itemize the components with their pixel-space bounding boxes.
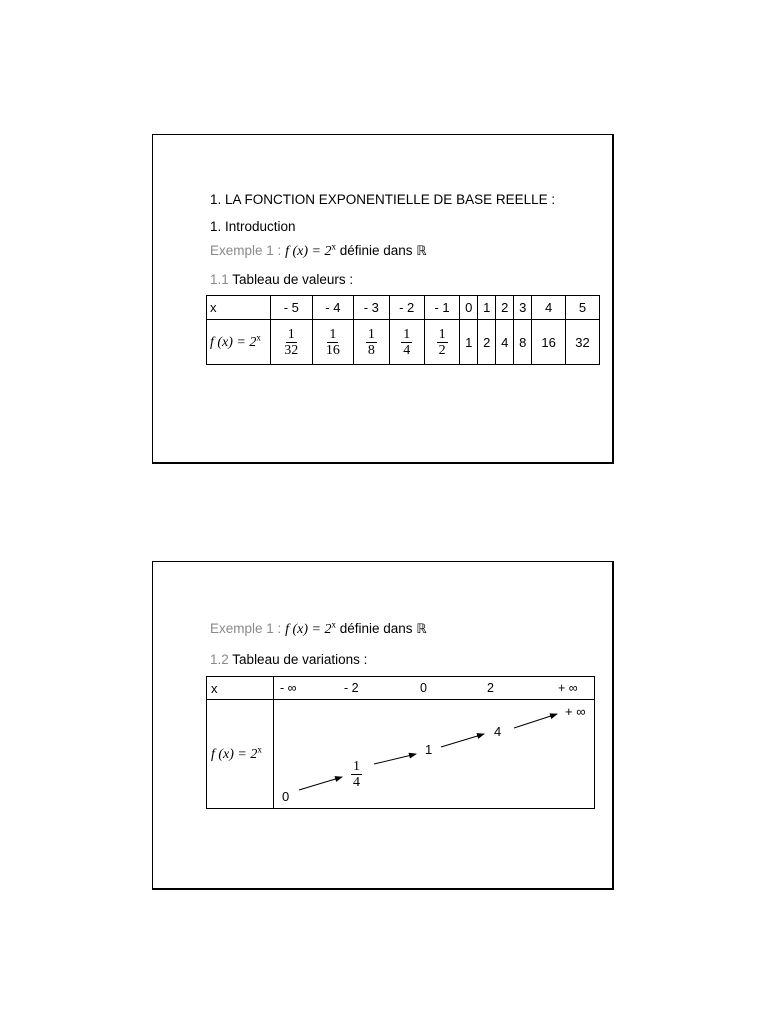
f-value: 16 [532, 320, 566, 365]
f-value: $\frac{1}{2}$ [424, 320, 459, 365]
example-line [210, 243, 427, 260]
x-value: 1 [478, 296, 496, 320]
f-value: 8 [514, 320, 532, 365]
x-header: x [207, 677, 274, 700]
f-header: f $(x) = 2^x$ [207, 700, 274, 809]
x-values-cell [274, 677, 595, 700]
x-value: - 2 [389, 296, 424, 320]
defined-text: définie dans [339, 621, 413, 636]
x-value: - 2 [344, 681, 359, 695]
x-value: 0 [420, 681, 427, 695]
f-value: $\frac{1}{32}$ [271, 320, 313, 365]
f-header: f $(x) = 2^x$ [207, 320, 271, 365]
f-value: 4 [496, 320, 514, 365]
value-four: 4 [494, 724, 502, 739]
f-row [207, 700, 595, 809]
subsection-title: Tableau de valeurs : [232, 272, 354, 287]
x-value: 0 [460, 296, 478, 320]
x-minus-infinity: - ∞ [280, 681, 297, 695]
limit-value-end: + ∞ [565, 704, 586, 719]
real-numbers-symbol: ℝ [416, 622, 427, 637]
x-value: 2 [496, 296, 514, 320]
value-one: 1 [425, 742, 433, 757]
example-label: Exemple 1 : [210, 243, 282, 258]
x-value: 4 [532, 296, 566, 320]
f-row [207, 320, 600, 365]
slide-2 [152, 561, 614, 890]
x-plus-infinity: + ∞ [558, 681, 578, 695]
function-formula: f $(x) = 2^x$ [285, 619, 336, 637]
x-header: x [207, 296, 271, 320]
slide-1 [152, 134, 614, 464]
x-value: 2 [487, 681, 494, 695]
subsection-heading [210, 652, 367, 667]
subsection-heading [210, 272, 353, 287]
variation-cell [274, 700, 595, 809]
limit-value-start: 0 [282, 789, 290, 804]
quarter-value: $\frac{1}{4}$ [353, 759, 360, 790]
example-line [210, 621, 427, 638]
increasing-arrow [514, 714, 557, 728]
increasing-arrow [374, 754, 416, 764]
x-value: - 3 [354, 296, 389, 320]
variations-table [206, 676, 595, 809]
x-value: - 4 [312, 296, 354, 320]
increasing-arrow [299, 777, 342, 790]
f-value: 32 [566, 320, 600, 365]
x-value: 3 [514, 296, 532, 320]
x-row [207, 296, 600, 320]
values-table [206, 295, 600, 365]
section-heading: 1. LA FONCTION EXPONENTIELLE DE BASE REELLE : [210, 192, 556, 207]
function-formula: f $(x) = 2^x$ [285, 241, 336, 259]
f-value: $\frac{1}{16}$ [312, 320, 354, 365]
subsection-number: 1.2 [210, 652, 229, 667]
f-value: 1 [460, 320, 478, 365]
x-row [207, 677, 595, 700]
defined-text: définie dans [339, 243, 413, 258]
example-label: Exemple 1 : [210, 621, 282, 636]
subsection-title: Tableau de variations : [232, 652, 368, 667]
x-value: - 5 [271, 296, 313, 320]
x-value: - 1 [424, 296, 459, 320]
intro-heading: 1. Introduction [210, 219, 296, 234]
f-value: $\frac{1}{4}$ [389, 320, 424, 365]
increasing-arrow [441, 734, 484, 747]
subsection-number: 1.1 [210, 272, 229, 287]
f-value: 2 [478, 320, 496, 365]
x-value: 5 [566, 296, 600, 320]
f-value: $\frac{1}{8}$ [354, 320, 389, 365]
real-numbers-symbol: ℝ [416, 244, 427, 259]
increasing-arrows [274, 700, 592, 808]
